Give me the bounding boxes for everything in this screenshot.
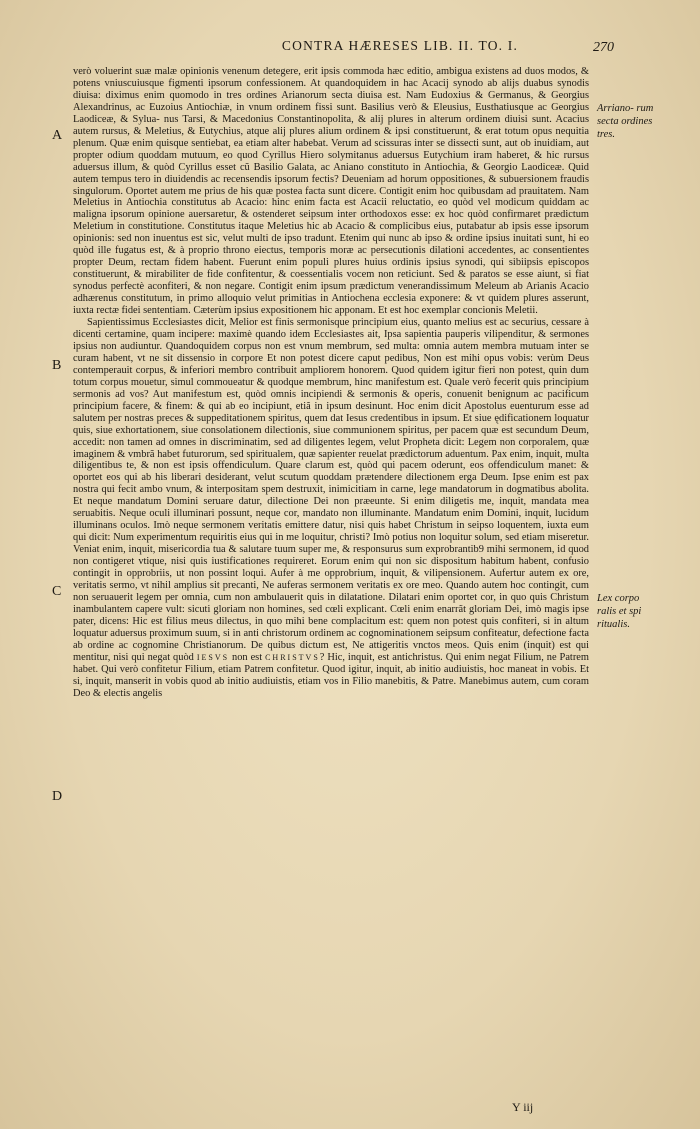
section-marker-a: A [52, 128, 63, 143]
margin-note-arrianorum: Arriano- rum secta ordines tres. [597, 103, 654, 140]
section-marker-b: B [52, 358, 62, 373]
running-title: CONTRA HÆRESES LIB. II. TO. I. [281, 38, 519, 53]
word-christus: CHRISTVS [265, 652, 320, 662]
folio-number: 270 [593, 40, 614, 55]
paragraph-2-end: ? Hic, inquit, est antichristus. Qui enim negat Filium, ne Patrem habet. Qui verò confitetur Filium, etiam Patrem confitetur. Quod igitur, inquit, ab initio audiuistis, hoc maneat in vobis. Et si, inquit, manserit in vobis quod ab initio audiuistis, etiam vos in Filio manebitis, & Patre. Manebimus autem, cum coram Deo & electis angelis [73, 651, 589, 699]
paragraph-2: Sapientissimus Ecclesiastes dicit, Melior est finis sermonisque principium eius, quanto melius est ac securius, cessare à dicenti certamine, quam incipere: maximè quando idem Ecclesiastes ait, Ipsa sapientia pauperis vilipenditur, & sermones ipsius non audiuntur. Quandoquidem corpus non est vnum membrum, sed multa: omnia autem membra mutuam inter se curam habent, vt ne sit dissensio in corpore Et non potest dicere caput pedibus, Non est mihi opus vobis: verùm Deus contemperauit corpus, & inferiori membro contribuit ampliorem honorem. Quod quidem igitur fieri non potest, quin dum totum corpus mouetur, simul commoueatur & quodque membrum, hinc manifestum est. Quale verò fecerit quis principium sermonis ad vos? Aut manifestum est, quòd omnis incipiendi & sermonis & operis, conuenit benignum ac pacificum principium facere, & finem: & qui ab eo incipiunt, etiã in ipsum desinunt. Hoc enim dicit Apostolus euenturum esse ad salutem per nostras preces & suppeditationem spiritus, quem dat Iesus credentibus in ipsum. Et siue ędificationem loquatur quis, siue exhortationem, siue consolationem dilectionis, siue communionem spiritus, per pacem quæ est secundum Deum, accedit: non tamen ad omnes in discriminatim, sed ad diligentes legem, velut Propheta dicit: Legem non corporalem, quæ imaginem & vmbrã habet futurorum, sed spiritualem, quæ sapienter reuelat prædictorum aduentum. Pax enim, inquit, multa diligentibus te, & non est ipsis offendiculum. Quare clarum est, quòd qui pacem oderunt, eos offendiculum manet: & oportet eos qui ab his liberari desiderant, velut scutum quoddam prætendere dilectionem erga Deum. Ipse enim est pax nostra qui fecit ambo vnum, & interpositam spem destruxit, inimicitiam in carne, lege mandatorum in dogmatibus abolita. Et neque mandatum Domini seruare datur, dilectione Dei non præeunte. Si enim diligetis me, inquit, mandata mea seruabitis. Neque oculi illuminari possunt, neque cor, mandato non illuminante. Mandatum enim Domini, inquit, lucidum illuminans oculos. Imò neque sermonem veritatis emittere datur, nisi quis habet Christum in seipso loquentem, iuxta eum qui dicit: Num experimentum requiritis eius qui in me loquitur, christi? Imò potius non loquitur solum, sed etiam miseretur. Veniat enim, inquit, misericordia tua & salutare tuum super me, & responsurus sum exprobrantib9 mihi sermonem, id quod non contigeret vtique, nisi quis iustificationes requireret. Eorum enim qui non sic dispositum habitum habent, confusio contingit in opprobriis, ut non possint loqui. Aufer à me opprobrium, inquit, & vilipensionem. Aufertur autem ex ore, veritatis sermo, vt nihil amplius sit precanti, Ne auferas sermonem veritatis ex ore meo. Quando autem hoc contingit, cum non seruauerit legem per omnia, cum non ambulauerit quis in dilatatione. Dilatari enim oportet cor, in quo quis Christum inambulantem capere vult: sicuti gloriam non homines, sed cœli explicant. Cœli enim enarrãt gloriam Dei, imò magis ipse pater, dicens: Hic est filius meus dilectus, in quo mihi bene complacitum est: quem non potest quis confiteri, si in altum loquatur aduersus proximum suum, si in anti christorum ordinem ac cognominationem seipsum confiteatur, defectione facta ab ordine ac cognomine Christianorum. De quibus dictum est, Ne attigeritis vnctos meos. Quis enim (inquit) est qui mentitur, nisi qui negat quòd [73, 317, 589, 663]
section-marker-c: C [52, 584, 62, 599]
margin-note-lex: Lex corpo ralis et spi ritualis. [597, 593, 642, 630]
paragraph-1: verò voluerint suæ malæ opinionis venenum detegere, erit ipsis commoda hæc editio, ambigua existens ad duos modos, & potens vniuscuiusque figmenti ipsorum confessionem. At quandoquidem in hac Acacij synodo ab alijs duabus synodis diuisa: diximus enim quomodo in tres ordines Arianorum secta diuisa est. Nam Eudoxius & Germanus, & Georgius Alexandrinus, ac Euzoius Antiochiæ, in vnum ordinem fissi sunt. Basilius verò & Eleusius, Eusthatiusque ac Georgius Laodiceæ, & Sylua- nus Tarsi, & Macedonius Constantinopolita, & alij plures in alterum ordinem diuisi sunt. Acacius autem rursus, & Meletius, & Eutychius, atque alij plures alium ordinem & ipsi constituerunt, & erat totum opus nequitia plenum. Quæ enim quisque sentiebat, ea etiam alter habebat. Verum ad scissuras inter se dissecti sunt, aut ob inuidiam, aut propter odium quoddam mutuum, eo quod Cyrillus Hiero solymitanus aduersus Eutychium iram haberet, & hic rursus aduersus illum, & quòd Cyrillus esset cũ Basilio Galata, ac Aniano constituto in Antiochia, & Georgio Laodiceæ. Quid autem tempus tero in diuidendis ac recensendis ipsorum fectis? Deueniam ad horum oppositiones, & subuersionem fraudis singulorum. Oportet autem me prius de his quæ postea facta sunt dicere. Contigit enim hoc quibusdam ad prauitatem. Nam Meletius in Antiochia constitutus ab Acacio: hinc enim facta est Acacii reluctatio, eo quòd vel modicum quiddam ac maligna ipsorum opinione auersaretur, & ostenderet seipsum inter orthodoxos esse: ex hoc quòd confirmaret prædictum Meletium in constitutione. Constitutus itaque Meletius hic ab Acacio & complicibus eius, putabatur ab ipsis esse ipsorum opinionis: sed non inuentus est sic, velut multi de ipso tradunt. Etenim qui nunc ab ipso & ordine ipsius inuitati sunt, hi eo quòd ille fugatus est, & à proprio throno eiectus, temporis moræ ac persecutionis dilationi accedentes, ac consentientes propter Deum, rectam fidem habent. Fuerunt enim populi plures huius ordinis ipsius synodi, qui sibiipsis episcopos constituerunt, & mirabiliter de fide confitentur, & coessentialis vocem non reticiunt. Sed & paratos se esse aiunt, si fiat synodus perfectè aconfiteri, & non negare. Contigit enim ipsum prædictum venerandissimum Meleum ab Arianis Acacio adhærenus constitutum, in primo alloquio velut primitias in Antiochena ecclesia exponere: & vt quidem plures asserunt, iuxta rectæ fidei sententiam. Cæterùm ipsius expositionem hic apponam. Et est hoc exemplar concionis Meletii. [73, 66, 589, 317]
signature-mark: Y iij [512, 1100, 534, 1114]
section-marker-d: D [52, 789, 63, 804]
word-non-est: non est [232, 651, 263, 663]
word-iesus: IESVS [196, 652, 230, 662]
main-text [73, 66, 589, 700]
